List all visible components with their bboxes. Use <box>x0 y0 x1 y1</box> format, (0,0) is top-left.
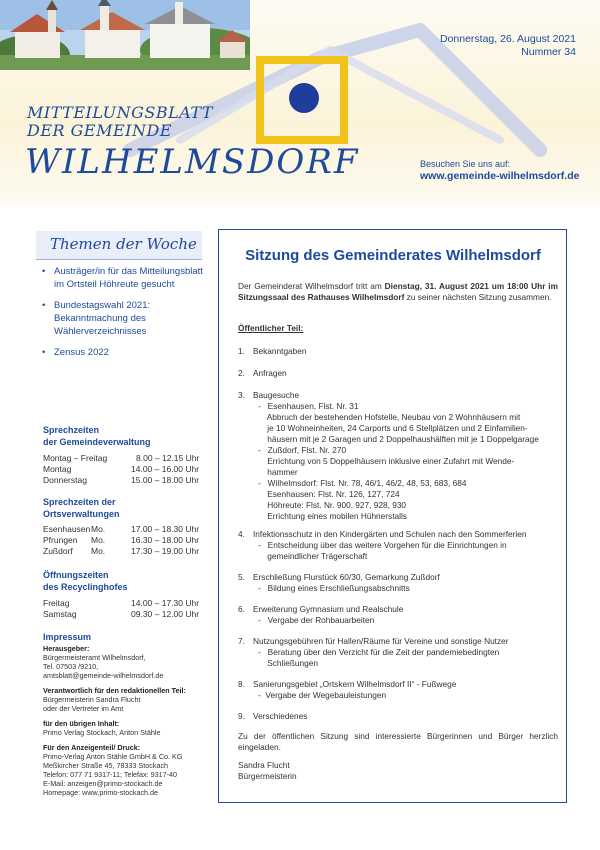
agenda-subitem: - Vergabe der Wegebauleistungen <box>258 690 387 700</box>
public-part-label: Öffentlicher Teil: <box>238 323 304 333</box>
masthead-line-2: DER GEMEINDE <box>27 121 172 140</box>
impressum-line: Bürgermeisteramt Wilhelmsdorf, <box>43 653 146 662</box>
issue-info <box>440 33 576 59</box>
baugesuch-line: hammer <box>258 467 298 477</box>
themen-heading-box <box>36 231 202 260</box>
impressum-label: Für den Anzeigenteil/ Druck: <box>43 743 141 752</box>
themen-list <box>40 265 205 367</box>
website-link[interactable]: www.gemeinde-wilhelmsdorf.de <box>420 170 580 182</box>
impressum-line: Bürgermeisterin Sandra Flucht <box>43 695 141 704</box>
impressum-line: Tel. 07503 /9210, <box>43 662 99 671</box>
masthead-line-1: MITTEILUNGSBLATT <box>27 103 214 122</box>
signature-role: Bürgermeisterin <box>238 771 297 781</box>
baugesuch-line: Errichtung von 5 Doppelhäusern inklusive einer Zufahrt mit Wende- <box>258 456 515 466</box>
themen-item[interactable]: • Austräger/in für das Mitteilungsblatt im Ortsteil Höhreute gesucht <box>42 266 203 290</box>
baugesuch-line: Errichtung eines mobilen Hühnerstalls <box>258 511 407 521</box>
sprechzeiten-heading: Sprechzeiten der Gemeindeverwaltung <box>43 425 151 447</box>
issue-date: Donnerstag, 26. August 2021 <box>439 33 576 45</box>
baugesuch-line: - Wilhelmsdorf: Flst. Nr. 78, 46/1, 46/2, 48, 53, 683, 684 <box>258 478 467 488</box>
agenda-subitem: - Vergabe der Rohbauarbeiten <box>258 615 375 625</box>
impressum-line: Primo-Verlag Anton Stähle GmbH & Co. KG <box>43 752 183 761</box>
masthead-title: WILHELMSDORF <box>25 142 360 182</box>
themen-item[interactable]: • Bundestagswahl 2021: Bekanntmachung des Wählerverzeichnisses <box>42 300 151 337</box>
ortsverwaltung-heading: Sprechzeiten der Ortsverwaltungen <box>43 497 120 519</box>
themen-title: Themen der Woche <box>50 235 197 253</box>
impressum-email[interactable]: amtsblatt@gemeinde-wilhelmsdorf.de <box>43 671 164 680</box>
agenda-subitem: - Beratung über den Verzicht für die Zeit der pandemiebedingten <box>258 647 500 657</box>
recycling-heading: Öffnungszeiten des Recyclinghofes <box>43 570 128 592</box>
impressum-label: für den übrigen Inhalt: <box>43 719 120 728</box>
themen-item[interactable]: • Zensus 2022 <box>42 347 109 358</box>
agenda-subitem: - Entscheidung über das weitere Vorgehen für die Einrichtungen in <box>258 540 507 550</box>
issue-number: Nummer 34 <box>521 46 576 58</box>
sitzung-closing: Zu der öffentlichen Sitzung sind interessierte Bürgerinnen und Bürger herzlich eingeladen. <box>238 731 558 752</box>
baugesuch-line: Höhreute: Flst. Nr. 900, 927, 928, 930 <box>258 500 407 510</box>
visit-label: Besuchen Sie uns auf: <box>420 159 511 169</box>
impressum-label: Verantwortlich für den redaktionellen Teil: <box>43 686 186 695</box>
impressum-homepage[interactable]: Homepage: www.primo-stockach.de <box>43 788 159 797</box>
agenda-subitem: gemeindlicher Trägerschaft <box>258 551 368 561</box>
baugesuch-line: - Zußdorf, Flst. Nr. 270 <box>258 445 347 455</box>
agenda-subitem: Schließungen <box>258 658 318 668</box>
baugesuch-line: Abbruch der bestehenden Hofstelle, Neubau von 2 Wohnhäusern mit <box>258 412 521 422</box>
impressum-line: Meßkircher Straße 45, 78333 Stockach <box>43 761 169 770</box>
signature-name: Sandra Flucht <box>238 760 290 770</box>
impressum-line: oder der Vertreter im Amt <box>43 704 124 713</box>
agenda-subitem: - Bildung eines Erschließungsabschnitts <box>258 583 410 593</box>
impressum-label: Herausgeber: <box>43 644 90 653</box>
sitzung-intro: Der Gemeinderat Wilhelmsdorf tritt am Dienstag, 31. August 2021 um 18:00 Uhr im Sitzungssaal des Rathauses Wilhelmsdorf zu seiner nächsten Sitzung zusammen. <box>238 281 558 302</box>
sitzung-title: Sitzung des Gemeinderates Wilhelmsdorf <box>245 247 541 264</box>
impressum-line: Primo Verlag Stockach, Anton Stähle <box>43 728 161 737</box>
baugesuch-line: häusern mit je 2 Garagen und 2 Doppelhaushälften mit je 1 Doppelgarage <box>258 434 539 444</box>
impressum-title: Impressum <box>43 632 92 642</box>
impressum-email[interactable]: E-Mail: anzeigen@primo-stockach.de <box>43 779 163 788</box>
baugesuch-line: je 10 Wohneinheiten, 24 Carports und 6 Stellplätzen und 2 Einfamilien- <box>258 423 528 433</box>
baugesuch-line: - Esenhausen, Flst. Nr. 31 <box>258 401 359 411</box>
baugesuch-line: Esenhausen: Flst. Nr. 126, 127, 724 <box>258 489 400 499</box>
impressum-line: Telefon: 077 71 9317-11; Telefax: 9317-40 <box>43 770 178 779</box>
